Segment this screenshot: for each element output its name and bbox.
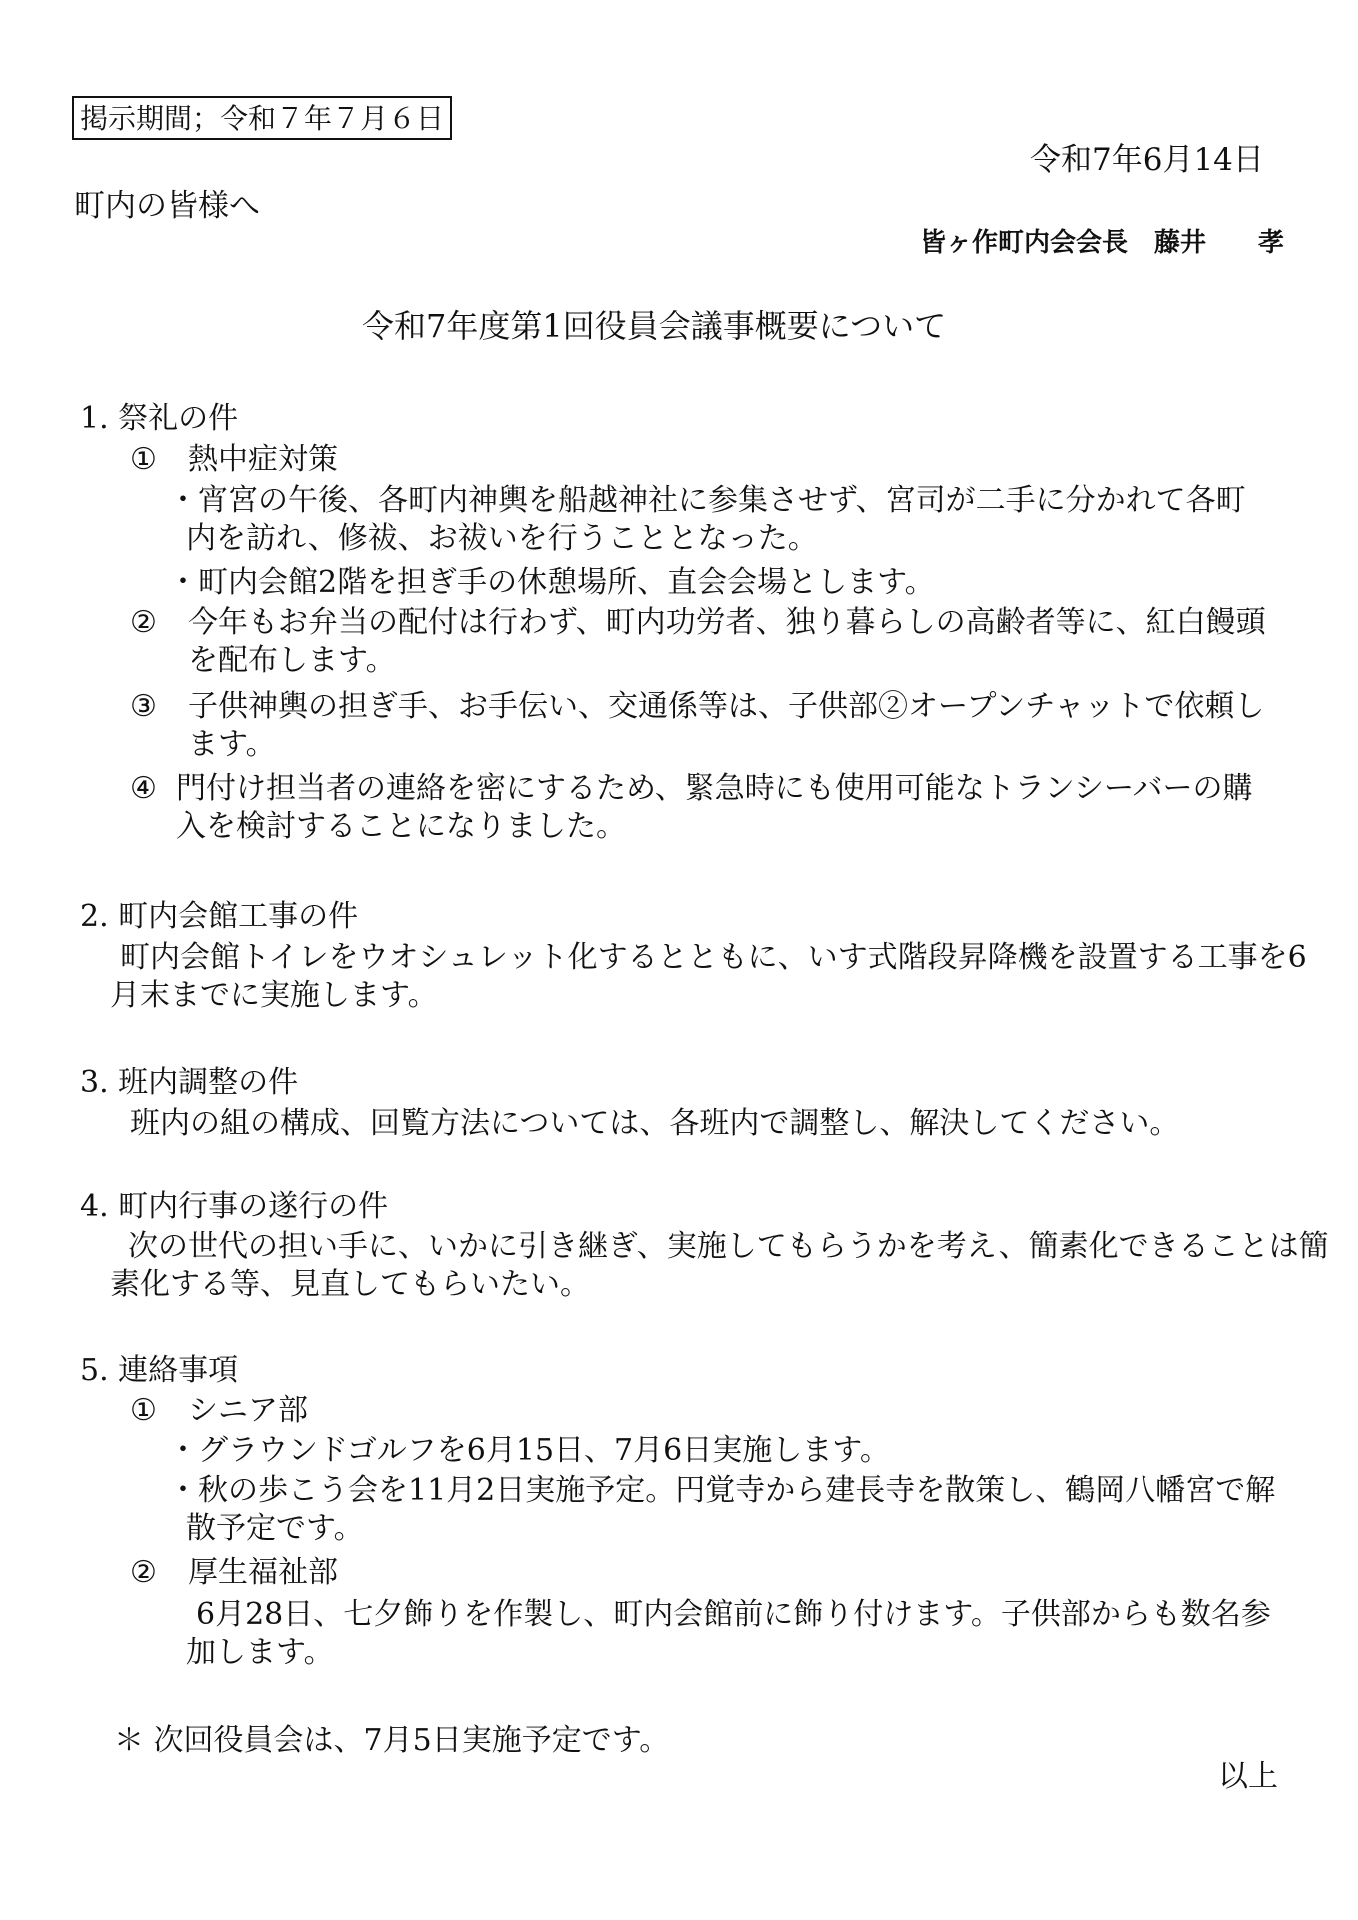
closing: 以上 xyxy=(1218,1759,1278,1794)
section-3-body: 班内の組の構成、回覧方法については、各班内で調整し、解決してください。 xyxy=(130,1106,1180,1141)
section-1-item-1 xyxy=(130,441,338,479)
section-4-body xyxy=(110,1228,1329,1304)
text-line: 今年もお弁当の配付は行わず、町内功労者、独り暮らしの高齢者等に、紅白饅頭 xyxy=(188,605,1266,640)
item-marker: ② xyxy=(130,1555,157,1590)
section-4-heading: 4. 町内行事の遂行の件 xyxy=(80,1189,389,1224)
section-1-heading: 1. 祭礼の件 xyxy=(80,401,239,436)
posting-period: 掲示期間；令和７年７月６日 xyxy=(80,102,445,135)
addressee: 町内の皆様へ xyxy=(74,188,260,224)
section-5-heading: 5. 連絡事項 xyxy=(80,1353,239,1388)
section-5-item-2 xyxy=(130,1554,338,1592)
section-1-item-3 xyxy=(130,688,1264,764)
text-line: 内を訪れ、修祓、お祓いを行うこととなった。 xyxy=(186,521,818,556)
item-title: 熱中症対策 xyxy=(188,442,338,477)
text-line: ・秋の歩こう会を11月2日実施予定。円覚寺から建長寺を散策し、鶴岡八幡宮で解 xyxy=(168,1473,1276,1508)
text-line: 門付け担当者の連絡を密にするため、緊急時にも使用可能なトランシーバーの購 xyxy=(176,771,1253,806)
page-title: 令和7年度第1回役員会議事概要について xyxy=(362,307,947,345)
section-1-item-1-bullet-1 xyxy=(168,482,1246,558)
text-line: 月末までに実施します。 xyxy=(110,978,438,1013)
text-line: 加します。 xyxy=(186,1635,334,1670)
text-line: を配布します。 xyxy=(188,643,396,678)
section-5-item-2-body xyxy=(186,1596,1271,1672)
text-line: 町内会館トイレをウオシュレット化するとともに、いす式階段昇降機を設置する工事を6 xyxy=(120,940,1307,975)
section-1-item-2 xyxy=(130,604,1266,680)
item-marker: ③ xyxy=(130,689,157,724)
item-marker: ④ xyxy=(130,771,157,806)
text-line: 散予定です。 xyxy=(186,1511,364,1546)
section-5-item-1-bullet-1: ・グラウンドゴルフを6月15日、7月6日実施します。 xyxy=(168,1433,890,1468)
next-meeting-note: ＊ 次回役員会は、7月5日実施予定です。 xyxy=(114,1723,670,1758)
text-line: ・宵宮の午後、各町内神輿を船越神社に参集させず、宮司が二手に分かれて各町 xyxy=(168,483,1246,518)
notice-date: 令和7年6月14日 xyxy=(1030,142,1264,178)
posting-period-box xyxy=(72,96,452,140)
section-2-heading: 2. 町内会館工事の件 xyxy=(80,899,359,934)
text-line: 入を検討することになりました。 xyxy=(176,809,626,844)
item-title: 厚生福祉部 xyxy=(188,1555,338,1590)
text-line: ます。 xyxy=(188,727,276,762)
item-title: シニア部 xyxy=(188,1393,308,1428)
item-marker: ② xyxy=(130,605,157,640)
section-5-item-1 xyxy=(130,1392,308,1430)
section-3-heading: 3. 班内調整の件 xyxy=(80,1065,299,1100)
section-2-body xyxy=(110,939,1307,1015)
sender: 皆ヶ作町内会会長 藤井 孝 xyxy=(920,228,1285,258)
item-marker: ① xyxy=(130,442,157,477)
item-marker: ① xyxy=(130,1393,157,1428)
section-1-item-1-bullet-2: ・町内会館2階を担ぎ手の休憩場所、直会会場とします。 xyxy=(168,565,935,600)
text-line: 素化する等、見直してもらいたい。 xyxy=(110,1267,590,1302)
section-5-item-1-bullet-2 xyxy=(168,1472,1275,1548)
text-line: 6月28日、七夕飾りを作製し、町内会館前に飾り付けます。子供部からも数名参 xyxy=(196,1597,1271,1632)
text-line: 次の世代の担い手に、いかに引き継ぎ、実施してもらうかを考え、簡素化できることは簡 xyxy=(128,1229,1329,1264)
section-1-item-4 xyxy=(130,770,1253,846)
text-line: 子供神輿の担ぎ手、お手伝い、交通係等は、子供部②オープンチャットで依頼し xyxy=(188,689,1265,724)
